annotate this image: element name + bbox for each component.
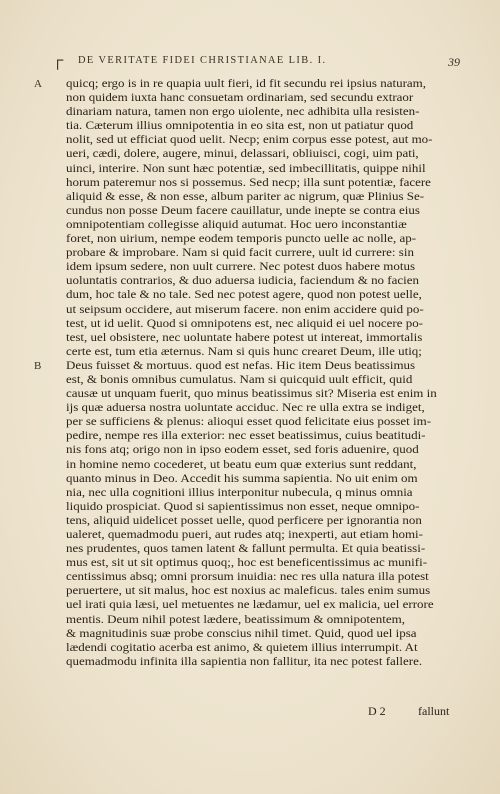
line-text: ualeret, quemadmodu pueri, aut rudes atq; inexperti, aut etiam homi- xyxy=(66,528,423,541)
line-text: pedire, nempe res illa exterior: nec esset beatissimus, cuius beatitudi- xyxy=(66,429,426,443)
text-line xyxy=(56,317,461,331)
text-line xyxy=(56,472,461,486)
text-line xyxy=(56,443,461,457)
text-line xyxy=(56,598,461,612)
text-line xyxy=(56,514,461,528)
text-line xyxy=(56,570,461,584)
corner-bracket-mark: ┌ xyxy=(52,52,64,69)
line-text: mentis. Deum nihil potest lædere, beatissimum & omnipotentem, xyxy=(66,612,406,626)
text-line xyxy=(56,190,461,204)
text-line xyxy=(56,288,461,302)
text-line xyxy=(56,429,461,443)
line-text: uel irati quia læsi, uel metuentes ne lædamur, uel ex malicia, uel errore xyxy=(66,598,434,612)
line-text: ueri, cædi, dolere, augere, minui, delassari, obliuisci, cogi, uim pati, xyxy=(66,147,419,161)
line-text: & magnitudinis suæ probe conscius nihil timet. Quid, quod uel ipsa xyxy=(66,626,417,640)
line-text: non quidem iuxta hanc consuetam ordinariam, sed secundu extraor xyxy=(66,91,414,105)
line-text: liquido prospiciat. Quod si sapientissimus non esset, neque omnipo- xyxy=(66,499,420,513)
line-text: nia, nec ulla cognitioni illius interponitur nubecula, q minus omnia xyxy=(66,485,413,499)
line-text: mus est, sit ut sit optimus quoq;, hoc est beneficentissimus ac munifi- xyxy=(66,556,428,570)
line-text: centissimus absq; omni prorsum inuidia: nec res ulla natura illa potest xyxy=(66,570,429,584)
text-line xyxy=(56,528,461,542)
text-line xyxy=(56,246,461,260)
line-text: idem ipsum sedere, non uult currere. Nec potest duos habere motus xyxy=(66,260,416,274)
text-line xyxy=(34,358,461,373)
text-line xyxy=(56,401,461,415)
line-text: omnipotentiam collegisse aliquid autumat. Hoc uero inconstantiæ xyxy=(66,217,407,231)
text-line xyxy=(56,387,461,401)
line-text: tia. Cæterum illius omnipotentia in eo sita est, non ut patiatur quod xyxy=(66,119,414,133)
line-text: dum, hoc tale & no tale. Sed nec potest agere, quod non potest uelle, xyxy=(66,288,422,302)
page-footer xyxy=(56,704,461,720)
line-text: nis fons atq; origo non in ipso eodem esset, sed foris aduenire, quod xyxy=(66,443,419,457)
text-line xyxy=(56,415,461,429)
margin-section-marker: B xyxy=(34,359,42,372)
line-text: uoluntatis contrarios, & duo aduersa iudicia, faciendum & no facien xyxy=(66,274,420,288)
line-text: peruertere, ut sit malus, hoc est noxius ac maleficus. tales enim sumus xyxy=(66,584,431,598)
line-text: certe est, tum etia æternus. Nam si quis hunc crearet Deum, ille utiq; xyxy=(66,344,422,358)
text-line xyxy=(56,176,461,190)
text-line xyxy=(56,133,461,147)
text-line xyxy=(56,613,461,627)
text-line xyxy=(56,218,461,232)
line-text: lædendi cogitatio acerba est animo, & quietem illius interrumpit. At xyxy=(66,640,418,654)
line-text: quanto minus in Deo. Accedit his summa sapientia. No uit enim om xyxy=(66,471,418,485)
line-text: quemadmodu infinita illa sapientia non fallitur, ita nec potest fallere. xyxy=(66,654,423,668)
text-line xyxy=(56,260,461,274)
text-line xyxy=(56,331,461,345)
signature-mark: D 2 xyxy=(368,704,386,718)
line-text: ijs quæ aduersa nostra uoluntate acciduc. Nec re ulla extra se indiget, xyxy=(66,401,425,415)
catchword: fallunt xyxy=(418,704,450,718)
line-text: foret, non uirium, nempe eodem temporis puncto uelle ac nolle, ap- xyxy=(66,232,417,246)
line-text: uinci, interire. Non sunt hæc potentiæ, sed imbecillitatis, quippe nihil xyxy=(66,161,426,175)
line-text: horum pateremur nos si possemus. Sed necp; illa sunt potentiæ, facere xyxy=(66,175,431,189)
text-line xyxy=(56,147,461,161)
text-line xyxy=(56,91,461,105)
page-number: 39 xyxy=(448,55,460,69)
line-text: causæ ut unquam fuerit, quo minus beatissimus sit? Miseria est enim in xyxy=(66,387,437,401)
text-line xyxy=(56,232,461,246)
line-text: nolit, sed ut efficiat quod uelit. Necp; enim corpus esse potest, aut mo- xyxy=(66,133,433,147)
text-line xyxy=(56,500,461,514)
text-line xyxy=(56,162,461,176)
line-text: cundus non posse Deum facere cauillatur, unde inepte se contra eius xyxy=(66,203,420,217)
line-text: est, & bonis omnibus cumulatus. Nam si quicquid uult efficit, quid xyxy=(66,372,413,386)
text-line xyxy=(56,303,461,317)
text-line xyxy=(56,584,461,598)
text-line xyxy=(56,458,461,472)
text-line xyxy=(34,77,461,91)
text-line xyxy=(56,641,461,655)
line-text: per se sufficiens & plenus: alioqui esset quod felicitate eius posset im- xyxy=(66,415,432,429)
line-text: dinariam natura, tamen non ergo uiolente, nec adhibita ulla resisten- xyxy=(66,105,420,119)
line-text: in homine nemo cocederet, ut beatu eum quæ exterius sunt reddant, xyxy=(66,457,417,471)
margin-section-marker: A xyxy=(34,78,42,90)
text-line xyxy=(56,486,461,500)
text-line xyxy=(56,556,461,570)
line-text: ut seipsum occidere, aut miserum facere. non enim accidere quid po- xyxy=(66,302,424,316)
line-text: test, ut id uelit. Quod si omnipotens est, nec aliquid ei uel nocere po- xyxy=(66,316,424,330)
line-text: quicq; ergo is in re quapia uult fieri, id fit secundu rei ipsius naturam, xyxy=(66,77,427,90)
text-block xyxy=(34,77,461,669)
text-line xyxy=(56,627,461,641)
text-line xyxy=(56,542,461,556)
line-text: tens, aliquid uidelicet posset uelle, quod perficere per ignorantia non xyxy=(66,513,422,527)
line-text: nes prudentes, quos tamen latent & fallunt permulta. Et quia beatissi- xyxy=(66,542,426,556)
line-text: probare & improbare. Nam si quid facit currere, uult id currere: sin xyxy=(66,246,414,260)
line-text: aliquid & esse, & non esse, album pariter ac nigrum, quæ Plinius Se- xyxy=(66,189,425,203)
line-text: Deus fuisset & mortuus. quod est nefas. Hic item Deus beatissimus xyxy=(66,358,416,372)
text-line xyxy=(56,345,461,359)
text-line xyxy=(56,105,461,119)
running-title: DE VERITATE FIDEI CHRISTIANAE LIB. I. xyxy=(78,55,327,66)
text-line xyxy=(56,655,461,669)
text-line xyxy=(56,119,461,133)
line-text: test, uel obsistere, nec uoluntate habere potest ut intereat, immortalis xyxy=(66,330,423,344)
text-line xyxy=(56,204,461,218)
text-line xyxy=(56,274,461,288)
text-line xyxy=(56,373,461,387)
